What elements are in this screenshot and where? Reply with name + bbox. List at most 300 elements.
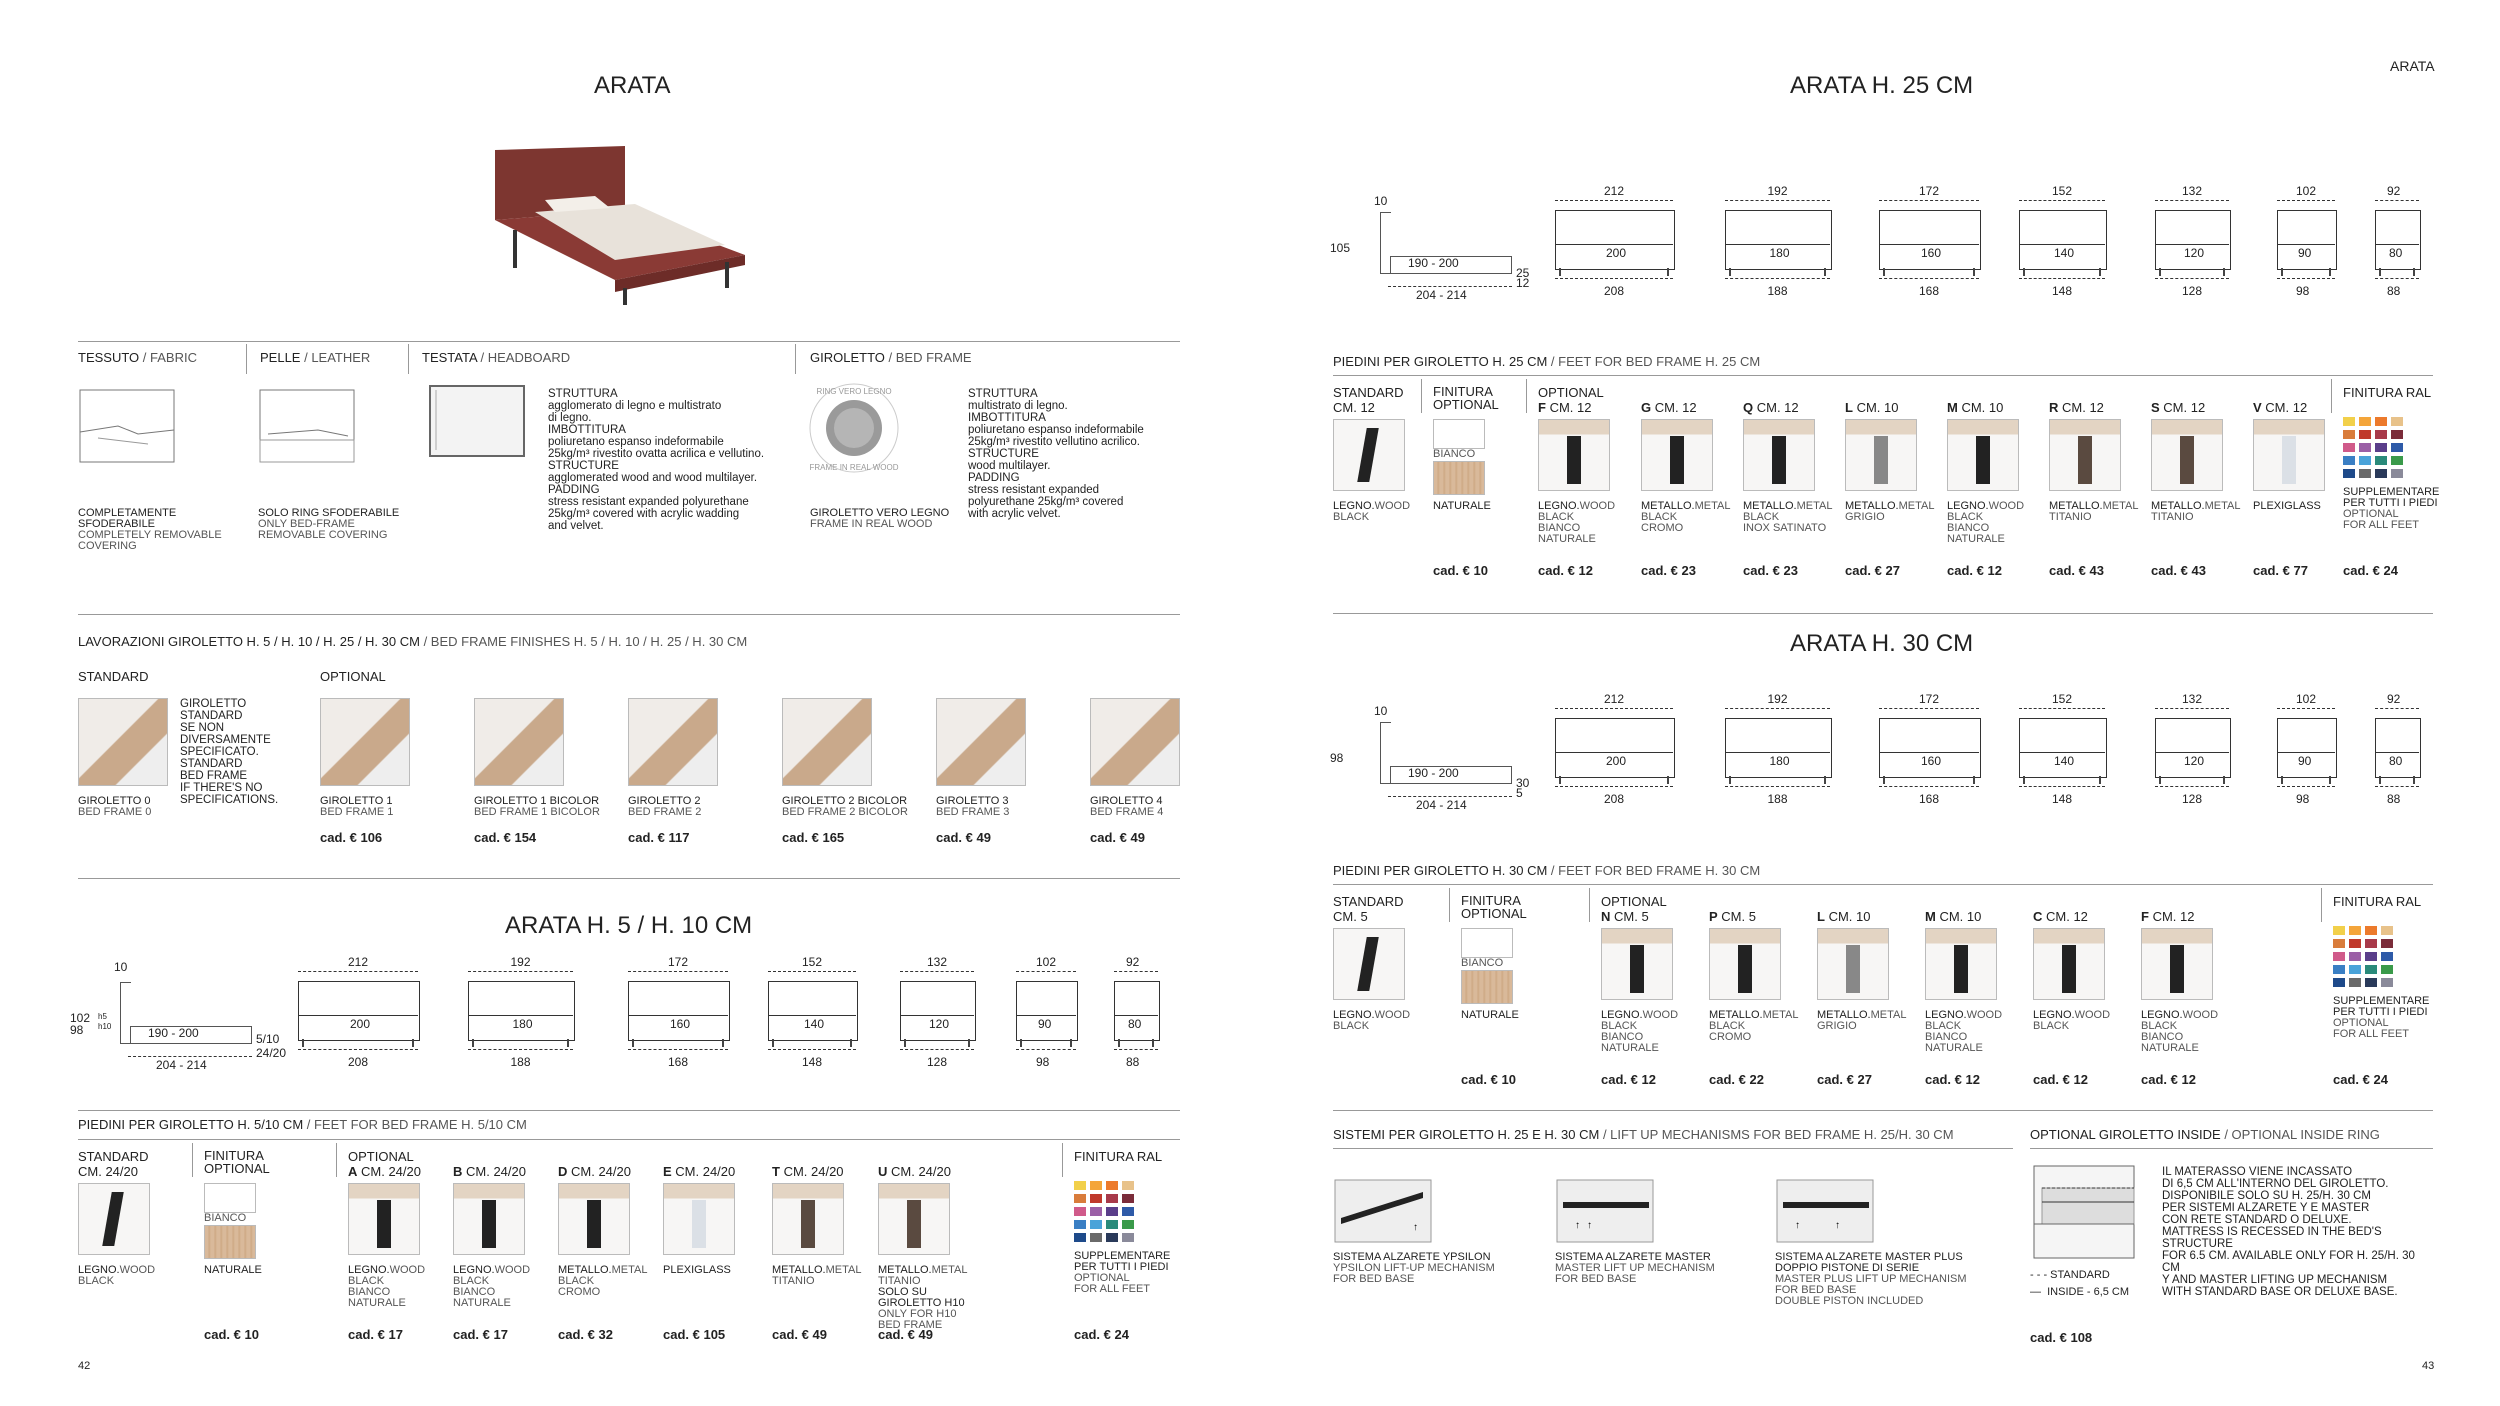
- ral-swatch: [2381, 978, 2393, 987]
- finish-label-en: BED FRAME 4: [1090, 806, 1164, 818]
- size-line: [1555, 752, 1673, 753]
- foot-line: BLACK: [2033, 1020, 2070, 1032]
- ral-head: FINITURA RAL: [2343, 385, 2432, 400]
- foot-shape: [102, 1192, 124, 1246]
- foot-code: [1947, 400, 2003, 415]
- size-inner: 120: [2184, 246, 2205, 260]
- fin-head2: OPTIONAL: [1433, 397, 1499, 412]
- foot-label: [1601, 1010, 1701, 1054]
- foot-price: cad. € 77: [2253, 563, 2308, 578]
- std-l1b: WOOD: [1374, 1009, 1411, 1021]
- pelle-sketch: [258, 388, 358, 468]
- ral-l4: FOR ALL FEET: [2343, 519, 2420, 531]
- h30-feet-title: PIEDINI PER GIROLETTO H. 30 CM / FEET FOR BED FRAME H. 30 CM: [1333, 863, 1761, 878]
- size-inner: 160: [1921, 754, 1942, 768]
- size-line: [2375, 244, 2419, 245]
- size-leg: [1667, 776, 1669, 784]
- foot-code-cm: CM. 24/20: [779, 1164, 844, 1179]
- text-line: stress resistant expanded: [968, 484, 1100, 496]
- size-bottom: 208: [1604, 284, 1625, 298]
- size-bottom: 188: [1767, 792, 1788, 806]
- foot-l1b: WOOD: [2074, 1009, 2111, 1021]
- fin-naturale: NATURALE: [1433, 500, 1491, 512]
- finishes-optional: OPTIONAL: [320, 669, 386, 684]
- text-line: CON RETE STANDARD O DELUXE.: [2162, 1214, 2352, 1226]
- foot-line: BLACK: [453, 1275, 490, 1287]
- size-bottom: 168: [668, 1055, 689, 1069]
- foot-shape: [1738, 945, 1752, 993]
- finish-price: cad. € 106: [320, 830, 383, 845]
- foot-code: [2141, 909, 2194, 924]
- lift-line: SISTEMA ALZARETE YPSILON: [1333, 1251, 1491, 1263]
- foot-l1b: WOOD: [2182, 1009, 2219, 1021]
- pelle-desc: SOLO RING SFODERABILE ONLY BED-FRAME REMOVABLE COVERING: [258, 507, 400, 541]
- foot-l1: LEGNO.: [1947, 500, 1989, 512]
- foot-thumb: [2033, 928, 2105, 1000]
- foot-label: [1641, 501, 1741, 534]
- size-leg: [2159, 268, 2161, 276]
- foot-thumb: [2141, 928, 2213, 1000]
- foot-code: [1538, 400, 1591, 415]
- text-line: SPECIFICATIONS.: [180, 794, 279, 806]
- finish-label: [1090, 796, 1163, 818]
- text-line: PER SISTEMI ALZARETE Y E MASTER: [2162, 1202, 2370, 1214]
- foot-thumb: [1817, 928, 1889, 1000]
- size-leg: [2379, 776, 2381, 784]
- size-leg: [968, 1039, 970, 1047]
- foot-line: BLACK: [2141, 1020, 2178, 1032]
- finish-price: cad. € 49: [936, 830, 991, 845]
- lift-line: MASTER PLUS LIFT UP MECHANISM: [1775, 1273, 1967, 1285]
- ral-swatch: [2375, 456, 2387, 465]
- side-inner: 190 - 200: [1408, 256, 1459, 270]
- size-bed: [768, 981, 858, 1041]
- finishes-title: LAVORAZIONI GIROLETTO H. 5 / H. 10 / H. 25 / H. 30 CM / BED FRAME FINISHES H. 5 / H. 10 / H. 25 / H. 30 CM: [78, 634, 748, 649]
- text-line: agglomerated wood and wood multilayer.: [548, 472, 758, 484]
- foot-code-cm: CM. 24/20: [671, 1164, 736, 1179]
- foot-label: [772, 1265, 872, 1287]
- ral-swatch: [1122, 1194, 1134, 1203]
- lift-label: [1333, 1252, 1563, 1285]
- foot-thumb: [663, 1183, 735, 1255]
- foot-label: [1925, 1010, 2025, 1054]
- foot-line: NATURALE: [2141, 1042, 2199, 1054]
- lift-label: [1555, 1252, 1785, 1285]
- ral-swatch: [2391, 456, 2403, 465]
- ral-swatch: [2375, 430, 2387, 439]
- foot-price: cad. € 105: [663, 1327, 726, 1342]
- finish-label-en: BED FRAME 0: [78, 806, 152, 818]
- foot-line: BLACK: [348, 1275, 385, 1287]
- foot-l1: LEGNO.: [348, 1264, 390, 1276]
- foot-price: cad. € 12: [1925, 1072, 1980, 1087]
- col-sep: [1449, 888, 1450, 922]
- foot-line: BLACK: [1709, 1020, 1746, 1032]
- ral-label: [1074, 1251, 1184, 1295]
- ral-swatch: [2343, 469, 2355, 478]
- size-leg: [2281, 776, 2283, 784]
- size-bed: [1879, 210, 1981, 270]
- size-bottom-dash: [2375, 786, 2419, 787]
- size-bottom: 208: [1604, 792, 1625, 806]
- ral-price: cad. € 24: [2333, 1072, 2388, 1087]
- svg-text:FRAME IN REAL WOOD: FRAME IN REAL WOOD: [809, 463, 899, 472]
- finish-label-en: BED FRAME 3: [936, 806, 1010, 818]
- ral-swatch: [1122, 1207, 1134, 1216]
- lift-line: SISTEMA ALZARETE MASTER PLUS: [1775, 1251, 1963, 1263]
- foot-thumb: [2049, 419, 2121, 491]
- foot-code: [1709, 909, 1756, 924]
- ral-swatch: [2343, 456, 2355, 465]
- brand-right: ARATA: [2390, 58, 2435, 74]
- foot-l1b: METAL: [2204, 500, 2241, 512]
- ral-l1: SUPPLEMENTARE: [2343, 486, 2440, 498]
- foot-l1: LEGNO.: [1601, 1009, 1643, 1021]
- text-line: WITH STANDARD BASE OR DELUXE BASE.: [2162, 1286, 2398, 1298]
- foot-thumb: [2253, 419, 2325, 491]
- size-bottom: 208: [348, 1055, 369, 1069]
- ral-l4: FOR ALL FEET: [2333, 1028, 2410, 1040]
- foot-l1b: WOOD: [494, 1264, 531, 1276]
- foot-code-letter: V: [2253, 400, 2262, 415]
- size-bottom-dash: [1555, 786, 1673, 787]
- foot-shape: [907, 1200, 921, 1248]
- finish-label-en: BED FRAME 1: [320, 806, 394, 818]
- foot-thumb: [1925, 928, 1997, 1000]
- foot-code-cm: CM. 24/20: [462, 1164, 526, 1179]
- foot-line: TITANIO: [878, 1275, 921, 1287]
- size-inner: 160: [670, 1017, 691, 1031]
- finish-label-it: GIROLETTO 1 BICOLOR: [474, 795, 600, 807]
- inside-legend: - - - STANDARD — INSIDE - 6,5 CM: [2030, 1269, 2130, 1298]
- lift-label: [1775, 1252, 2005, 1307]
- finish-label-it: GIROLETTO 2 BICOLOR: [782, 795, 908, 807]
- lift-line: FOR BED BASE: [1555, 1273, 1637, 1285]
- foot-l1: METALLO.: [772, 1264, 826, 1276]
- finish-price: cad. € 154: [474, 830, 537, 845]
- std-l1: LEGNO.: [78, 1264, 120, 1276]
- foot-code-cm: CM. 12: [2042, 909, 2088, 924]
- size-bed: [468, 981, 575, 1041]
- fin-head2: OPTIONAL: [1461, 906, 1527, 921]
- size-bed: [2019, 210, 2107, 270]
- foot-line: BIANCO: [2141, 1031, 2184, 1043]
- size-leg: [1729, 268, 1731, 276]
- foot-thumb: [772, 1183, 844, 1255]
- size-bottom: 188: [1767, 284, 1788, 298]
- size-inner: 180: [1769, 754, 1790, 768]
- size-line: [628, 1015, 728, 1016]
- size-bottom: 88: [1126, 1055, 1140, 1069]
- h510-title: ARATA H. 5 / H. 10 CM: [505, 912, 753, 939]
- inside-desc: [2162, 1166, 2432, 1298]
- foot-l1b: METAL: [1694, 500, 1731, 512]
- opt-head: OPTIONAL: [1538, 385, 1604, 400]
- inside-price: cad. € 108: [2030, 1330, 2093, 1345]
- foot-label: [453, 1265, 553, 1309]
- col-sep: [192, 1143, 193, 1177]
- text-line: 25kg/m³ rivestito vellutino acrilico.: [968, 436, 1140, 448]
- size-line: [2019, 752, 2105, 753]
- text-line: multistrato di legno.: [968, 400, 1068, 412]
- fin-naturale-swatch: [204, 1225, 256, 1259]
- ral-swatch: [2333, 952, 2345, 961]
- size-top: 92: [2387, 184, 2401, 198]
- fin-naturale: NATURALE: [204, 1264, 262, 1276]
- ral-swatch: [2333, 939, 2345, 948]
- size-leg: [850, 1039, 852, 1047]
- h510-size-diagrams: [290, 955, 1190, 1085]
- size-top: 132: [2182, 184, 2203, 198]
- fin-naturale-swatch: [1461, 970, 1513, 1004]
- col-sep: [1421, 379, 1422, 413]
- h510-feet-title: PIEDINI PER GIROLETTO H. 5/10 CM / FEET FOR BED FRAME H. 5/10 CM: [78, 1117, 527, 1132]
- size-inner: 140: [804, 1017, 825, 1031]
- foot-l1b: WOOD: [1966, 1009, 2003, 1021]
- ral-swatch: [1106, 1207, 1118, 1216]
- foot-price: cad. € 23: [1743, 563, 1798, 578]
- foot-shape: [1567, 436, 1581, 484]
- foot-l1: METALLO.: [1709, 1009, 1763, 1021]
- ral-l3: OPTIONAL: [2333, 1017, 2389, 1029]
- size-leg: [2023, 776, 2025, 784]
- foot-line: BIANCO: [1925, 1031, 1968, 1043]
- text-line: PADDING: [548, 484, 600, 496]
- ral-swatch: [2391, 417, 2403, 426]
- col-sep: [1589, 888, 1590, 922]
- foot-code-cm: CM. 12: [2148, 909, 2195, 924]
- ral-swatch: [2365, 939, 2377, 948]
- size-top-dash: [628, 971, 728, 972]
- col-sep: [2331, 379, 2332, 413]
- std-l2: BLACK: [1333, 1020, 1370, 1032]
- size-top: 132: [2182, 692, 2203, 706]
- std-l1b: WOOD: [119, 1264, 156, 1276]
- foot-price: cad. € 12: [1601, 1072, 1656, 1087]
- size-top: 102: [2296, 692, 2317, 706]
- svg-text:↑: ↑: [1795, 1220, 1800, 1231]
- foot-l1b: METAL: [1796, 500, 1833, 512]
- size-leg: [2281, 268, 2283, 276]
- size-inner: 90: [2298, 246, 2312, 260]
- finish-thumb: [320, 698, 410, 786]
- finish-label-en: BED FRAME 2: [628, 806, 702, 818]
- size-inner: 140: [2054, 246, 2075, 260]
- foot-code-cm: CM. 12: [2058, 400, 2104, 415]
- svg-text:RING VERO LEGNO: RING VERO LEGNO: [816, 387, 892, 396]
- lift-line: MASTER LIFT UP MECHANISM: [1555, 1262, 1715, 1274]
- foot-shape: [2062, 945, 2076, 993]
- size-leg: [1973, 776, 1975, 784]
- foot-line: NATURALE: [1538, 533, 1596, 545]
- ral-swatch: [2349, 978, 2361, 987]
- size-leg: [2023, 268, 2025, 276]
- foot-l1b: METAL: [1870, 1009, 1907, 1021]
- size-leg: [1020, 1039, 1022, 1047]
- foot-code-letter: F: [2141, 909, 2149, 924]
- std-l1: LEGNO.: [1333, 1009, 1375, 1021]
- size-bottom: 148: [802, 1055, 823, 1069]
- std-head: STANDARD: [1333, 385, 1404, 400]
- size-top-dash: [2277, 200, 2335, 201]
- lift-line: YPSILON LIFT-UP MECHANISM: [1333, 1262, 1495, 1274]
- std-l1b: WOOD: [1374, 500, 1411, 512]
- side-h-top: 10: [114, 960, 128, 974]
- foot-line: BLACK: [1538, 511, 1575, 523]
- size-line: [2155, 244, 2229, 245]
- foot-shape: [2282, 436, 2296, 484]
- foot-code-cm: CM. 12: [2159, 400, 2206, 415]
- size-top: 102: [2296, 184, 2317, 198]
- foot-code: [2049, 400, 2104, 415]
- size-line: [1555, 244, 1673, 245]
- ral-l3: OPTIONAL: [2343, 508, 2399, 520]
- lift-line: DOUBLE PISTON INCLUDED: [1775, 1295, 1924, 1307]
- finish-label-it: GIROLETTO 1: [320, 795, 393, 807]
- foot-thumb: [1743, 419, 1815, 491]
- foot-code-letter: G: [1641, 400, 1652, 415]
- ral-swatch: [2359, 417, 2371, 426]
- ral-swatch: [1074, 1220, 1086, 1229]
- foot-code-letter: L: [1817, 909, 1825, 924]
- size-bottom: 128: [927, 1055, 948, 1069]
- foot-code-cm: CM. 12: [1651, 400, 1697, 415]
- foot-code-cm: CM. 12: [1753, 400, 1799, 415]
- side-leg1: 30: [1516, 776, 1530, 790]
- size-inner: 180: [512, 1017, 533, 1031]
- finish-thumb: [936, 698, 1026, 786]
- pelle-heading: PELLE / LEATHER: [260, 350, 371, 365]
- size-top: 172: [1919, 692, 1940, 706]
- foot-code: [558, 1164, 631, 1179]
- foot-label: [2049, 501, 2149, 523]
- ral-l4: FOR ALL FEET: [1074, 1283, 1151, 1295]
- col-sep: [1526, 379, 1527, 413]
- size-bottom: 168: [1919, 284, 1940, 298]
- std-sub: CM. 5: [1333, 909, 1368, 924]
- text-line: STANDARD: [180, 710, 243, 722]
- foot-line: NATURALE: [453, 1297, 511, 1309]
- size-bed: [1725, 210, 1832, 270]
- size-top: 192: [1767, 184, 1788, 198]
- foot-l1b: WOOD: [389, 1264, 426, 1276]
- foot-thumb: [1538, 419, 1610, 491]
- size-bed: [1114, 981, 1160, 1041]
- text-line: SE NON: [180, 722, 225, 734]
- ral-swatch: [1122, 1233, 1134, 1242]
- size-leg: [1883, 268, 1885, 276]
- size-bed: [628, 981, 730, 1041]
- std-head: STANDARD: [1333, 894, 1404, 909]
- foot-line: NATURALE: [1947, 533, 2005, 545]
- foot-l1b: METAL: [611, 1264, 648, 1276]
- foot-line: BIANCO: [453, 1286, 496, 1298]
- size-bed: [2155, 718, 2231, 778]
- finish-label: [782, 796, 908, 818]
- foot-code: [1817, 909, 1870, 924]
- finishes-standard: STANDARD: [78, 669, 149, 684]
- side-inner: 190 - 200: [1408, 766, 1459, 780]
- foot-shape: [1357, 937, 1379, 991]
- foot-code-letter: B: [453, 1164, 463, 1179]
- finish-label-en: BED FRAME 1 BICOLOR: [474, 806, 600, 818]
- ral-l2: PER TUTTI I PIEDI: [2333, 1006, 2428, 1018]
- foot-code-cm: CM. 5: [1610, 909, 1649, 924]
- real-wood-badge: [806, 380, 902, 476]
- side-h-main-val: 102: [70, 1011, 91, 1025]
- finish-label-it: GIROLETTO 2: [628, 795, 701, 807]
- foot-label: [1709, 1010, 1809, 1043]
- size-bottom-dash: [900, 1049, 974, 1050]
- foot-code-letter: C: [2033, 909, 2043, 924]
- foot-label-1: [2253, 501, 2353, 512]
- ral-swatch: [1074, 1181, 1086, 1190]
- size-bed: [1879, 718, 1981, 778]
- foot-line: BLACK: [1641, 511, 1678, 523]
- size-inner: 200: [1606, 754, 1627, 768]
- svg-text:↑: ↑: [1413, 1222, 1418, 1233]
- foot-l1b: METAL: [1762, 1009, 1799, 1021]
- size-top: 192: [510, 955, 531, 969]
- size-bottom-dash: [768, 1049, 856, 1050]
- finish-label-it: GIROLETTO 4: [1090, 795, 1163, 807]
- text-line: Y AND MASTER LIFTING UP MECHANISM: [2162, 1274, 2388, 1286]
- foot-l1: LEGNO.: [1538, 500, 1580, 512]
- size-leg: [2329, 776, 2331, 784]
- size-line: [2019, 244, 2105, 245]
- size-top: 212: [348, 955, 369, 969]
- std-sub: CM. 12: [1333, 400, 1375, 415]
- size-leg: [722, 1039, 724, 1047]
- foot-thumb: [453, 1183, 525, 1255]
- side-h10: h10: [98, 1022, 112, 1031]
- foot-l1b: METAL: [2102, 500, 2139, 512]
- foot-thumb: [1601, 928, 1673, 1000]
- foot-code-cm: CM. 10: [1852, 400, 1899, 415]
- std-sub: CM. 24/20: [78, 1164, 138, 1179]
- ral-swatch: [2349, 952, 2361, 961]
- size-line: [2375, 752, 2419, 753]
- text-line: MATTRESS IS RECESSED IN THE BED'S STRUCTURE: [2162, 1226, 2382, 1250]
- std-foot-thumb: [1333, 419, 1405, 491]
- size-top-dash: [768, 971, 856, 972]
- size-inner: 120: [929, 1017, 950, 1031]
- foot-code: [772, 1164, 844, 1179]
- size-inner: 200: [1606, 246, 1627, 260]
- ral-swatch: [1090, 1233, 1102, 1242]
- lift-diagram: [1555, 1178, 1655, 1248]
- std-foot-label: [78, 1265, 155, 1287]
- foot-shape: [482, 1200, 496, 1248]
- size-inner: 80: [2389, 754, 2403, 768]
- finish-thumb: [1090, 698, 1180, 786]
- text-line: STRUTTURA: [968, 388, 1038, 400]
- foot-shape: [801, 1200, 815, 1248]
- foot-line: CROMO: [1641, 522, 1684, 534]
- ral-swatch: [2381, 939, 2393, 948]
- ral-price: cad. € 24: [2343, 563, 2398, 578]
- size-bed: [900, 981, 976, 1041]
- foot-shape: [1874, 436, 1888, 484]
- foot-code-letter: T: [772, 1164, 780, 1179]
- finish-price: cad. € 117: [628, 830, 690, 845]
- finish-label-en: BED FRAME 2 BICOLOR: [782, 806, 908, 818]
- foot-shape: [1357, 428, 1379, 482]
- foot-code-cm: CM. 12: [1545, 400, 1592, 415]
- text-line: STRUCTURE: [968, 448, 1039, 460]
- size-leg: [632, 1039, 634, 1047]
- ral-swatch: [2333, 926, 2345, 935]
